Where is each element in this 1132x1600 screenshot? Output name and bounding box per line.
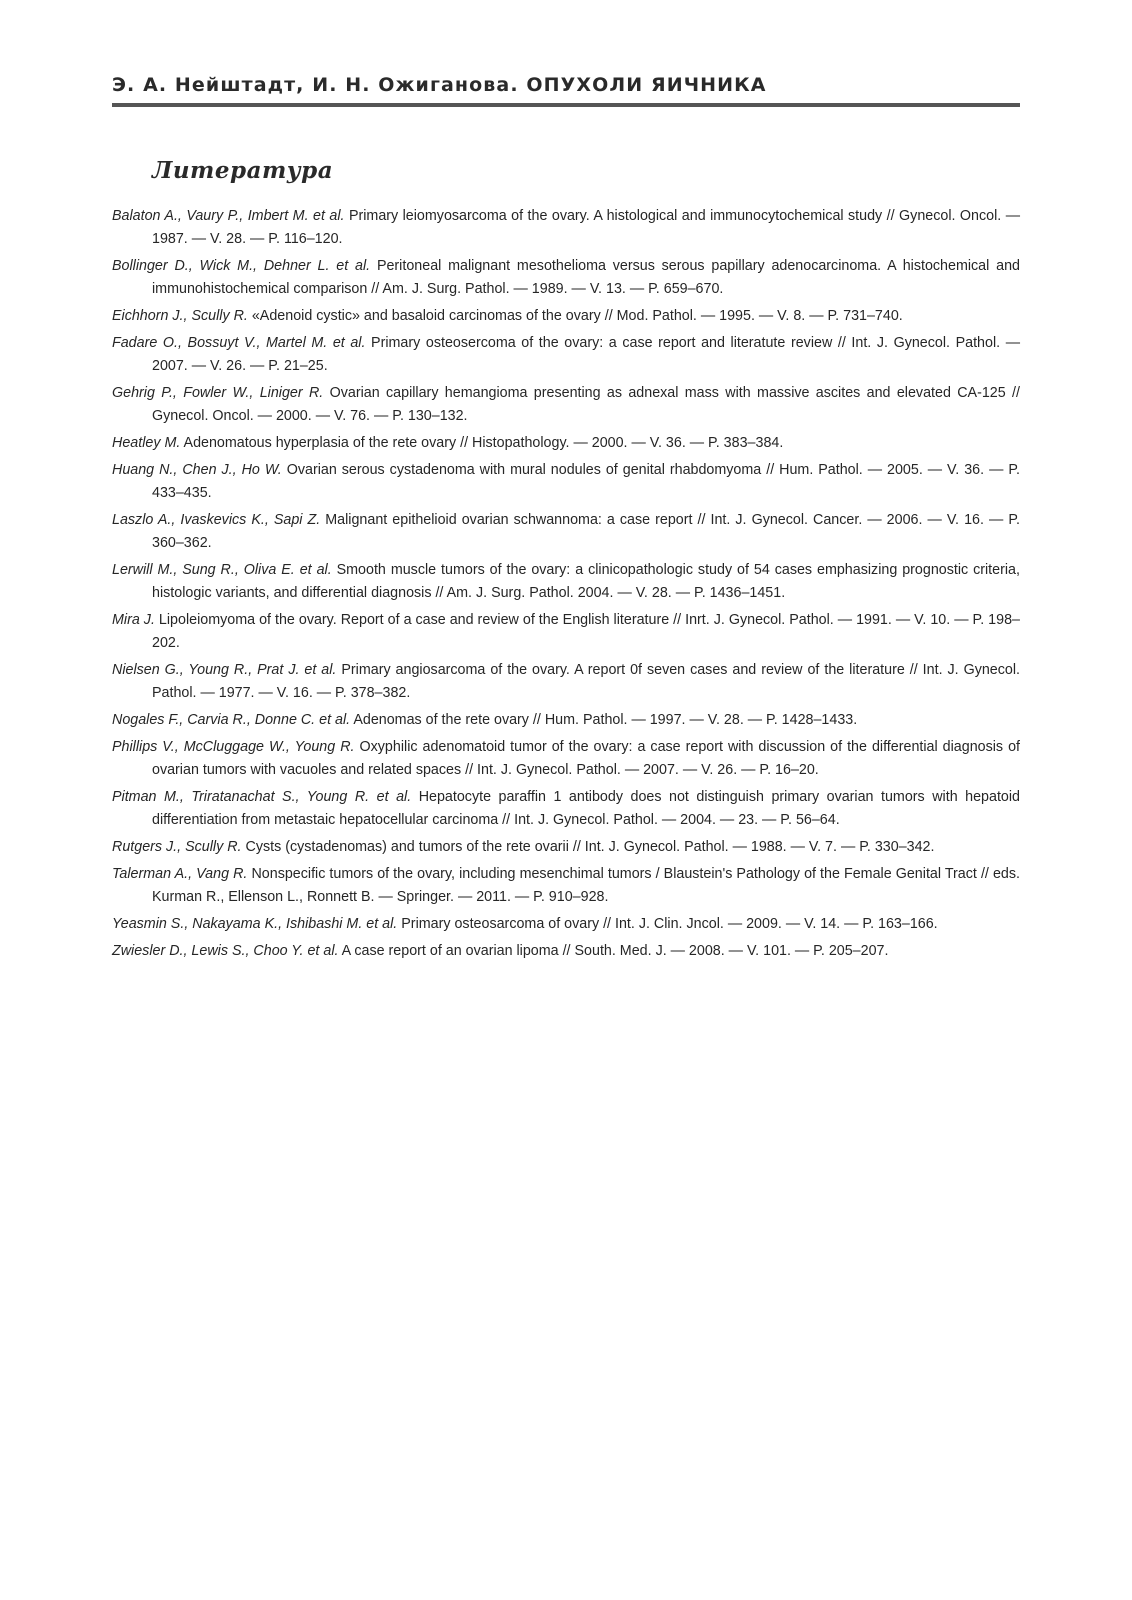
reference-item	[112, 559, 1020, 605]
reference-text: Malignant epithelioid ovarian schwannoma: a case report // Int. J. Gynecol. Cancer. — 2006. — V. 16. — P. 360–362.	[152, 512, 1020, 551]
reference-item	[112, 863, 1020, 909]
reference-item	[112, 255, 1020, 301]
reference-text: Peritoneal malignant mesothelioma versus serous papillary adenocarcinoma. A histochemical and immunohistochemical comparison // Am. J. Surg. Pathol. — 1989. — V. 13. — P. 659–670.	[152, 258, 1020, 297]
reference-item	[112, 332, 1020, 378]
reference-text: Primary osteosarcoma of ovary // Int. J. Clin. Jncol. — 2009. — V. 14. — P. 163–166.	[401, 916, 938, 932]
reference-authors: Pitman M., Triratanachat S., Young R. et al.	[112, 789, 412, 805]
reference-authors: Mira J.	[112, 612, 155, 628]
reference-text: Primary osteosercoma of the ovary: a case report and literatute review // Int. J. Gynecol. Pathol. — 2007. — V. 26. — P. 21–25.	[152, 335, 1020, 374]
reference-text: Primary angiosarcoma of the ovary. A report 0f seven cases and review of the literature // Int. J. Gynecol. Pathol. — 1977. — V. 16. — P. 378–382.	[152, 662, 1020, 701]
reference-text: Hepatocyte paraffin 1 antibody does not distinguish primary ovarian tumors with hepatoid differentiation from metastaic hepatocellular carcinoma // Int. J. Gynecol. Pathol. — 2004. — 23. — P. 56–64.	[152, 789, 1021, 828]
reference-authors: Nogales F., Carvia R., Donne C. et al.	[112, 712, 351, 728]
reference-authors: Eichhorn J., Scully R.	[112, 308, 248, 324]
reference-text: Ovarian serous cystadenoma with mural nodules of genital rhabdomyoma // Hum. Pathol. — 2005. — V. 36. — P. 433–435.	[152, 462, 1020, 501]
reference-item	[112, 205, 1020, 251]
reference-item	[112, 786, 1020, 832]
reference-text: Nonspecific tumors of the ovary, including mesenchimal tumors / Blaustein's Pathology of the Female Genital Tract // eds. Kurman R., Ellenson L., Ronnett B. — Springer. — 2011. — P. 910–928.	[152, 866, 1020, 905]
reference-authors: Heatley M.	[112, 435, 181, 451]
reference-authors: Nielsen G., Young R., Prat J. et al.	[112, 662, 337, 678]
reference-authors: Talerman A., Vang R.	[112, 866, 248, 882]
reference-item	[112, 459, 1020, 505]
reference-item	[112, 736, 1020, 782]
reference-authors: Balaton A., Vaury P., Imbert M. et al.	[112, 208, 345, 224]
reference-text: Adenomas of the rete ovary // Hum. Pathol. — 1997. — V. 28. — P. 1428–1433.	[353, 712, 858, 728]
reference-authors: Rutgers J., Scully R.	[112, 839, 242, 855]
reference-authors: Fadare O., Bossuyt V., Martel M. et al.	[112, 335, 366, 351]
reference-text: Primary leiomyosarcoma of the ovary. A histological and immunocytochemical study // Gynecol. Oncol. — 1987. — V. 28. — P. 116–120.	[152, 208, 1020, 247]
reference-text: Smooth muscle tumors of the ovary: a clinicopathologic study of 54 cases emphasizing prognostic criteria, histologic variants, and differential diagnosis // Am. J. Surg. Pathol. 2004. — V. 28. — P. 1436–1451.	[152, 562, 1020, 601]
reference-text: «Adenoid cystic» and basaloid carcinomas of the ovary // Mod. Pathol. — 1995. — V. 8. — P. 731–740.	[251, 308, 903, 324]
reference-authors: Gehrig P., Fowler W., Liniger R.	[112, 385, 324, 401]
reference-item	[112, 609, 1020, 655]
header-rule	[112, 103, 1020, 107]
reference-authors: Huang N., Chen J., Ho W.	[112, 462, 282, 478]
reference-authors: Laszlo A., Ivaskevics K., Sapi Z.	[112, 512, 321, 528]
reference-item	[112, 836, 1020, 859]
running-header	[112, 70, 1020, 110]
reference-item	[112, 509, 1020, 555]
section-title: Литература	[152, 157, 334, 184]
reference-authors: Bollinger D., Wick M., Dehner L. et al.	[112, 258, 371, 274]
reference-item	[112, 659, 1020, 705]
reference-text: Oxyphilic adenomatoid tumor of the ovary: a case report with discussion of the differential diagnosis of ovarian tumors with vacuoles and related spaces // Int. J. Gynecol. Pathol. — 2007. — V. 26. — P. 16–20.	[152, 739, 1021, 778]
reference-authors: Phillips V., McCluggage W., Young R.	[112, 739, 355, 755]
reference-item	[112, 432, 1020, 455]
reference-authors: Lerwill M., Sung R., Oliva E. et al.	[112, 562, 332, 578]
reference-item	[112, 709, 1020, 732]
reference-list	[112, 205, 1020, 967]
header-title: Э. А. Нейштадт, И. Н. Ожиганова. ОПУХОЛИ ЯИЧНИКА	[112, 74, 767, 96]
reference-text: A case report of an ovarian lipoma // South. Med. J. — 2008. — V. 101. — P. 205–207.	[341, 943, 889, 959]
reference-item	[112, 913, 1020, 936]
reference-item	[112, 305, 1020, 328]
reference-text: Cysts (cystadenomas) and tumors of the rete ovarii // Int. J. Gynecol. Pathol. — 1988. — V. 7. — P. 330–342.	[245, 839, 935, 855]
reference-text: Lipoleiomyoma of the ovary. Report of a case and review of the English literature // Inrt. J. Gynecol. Pathol. — 1991. — V. 10. — P. 198–202.	[152, 612, 1020, 651]
reference-text: Adenomatous hyperplasia of the rete ovary // Histopathology. — 2000. — V. 36. — P. 383–384.	[183, 435, 784, 451]
reference-item	[112, 382, 1020, 428]
reference-authors: Zwiesler D., Lewis S., Choo Y. et al.	[112, 943, 339, 959]
reference-text: Ovarian capillary hemangioma presenting as adnexal mass with massive ascites and elevated CA-125 // Gynecol. Oncol. — 2000. — V. 76. — P. 130–132.	[152, 385, 1020, 424]
reference-item	[112, 940, 1020, 963]
reference-authors: Yeasmin S., Nakayama K., Ishibashi M. et al.	[112, 916, 398, 932]
